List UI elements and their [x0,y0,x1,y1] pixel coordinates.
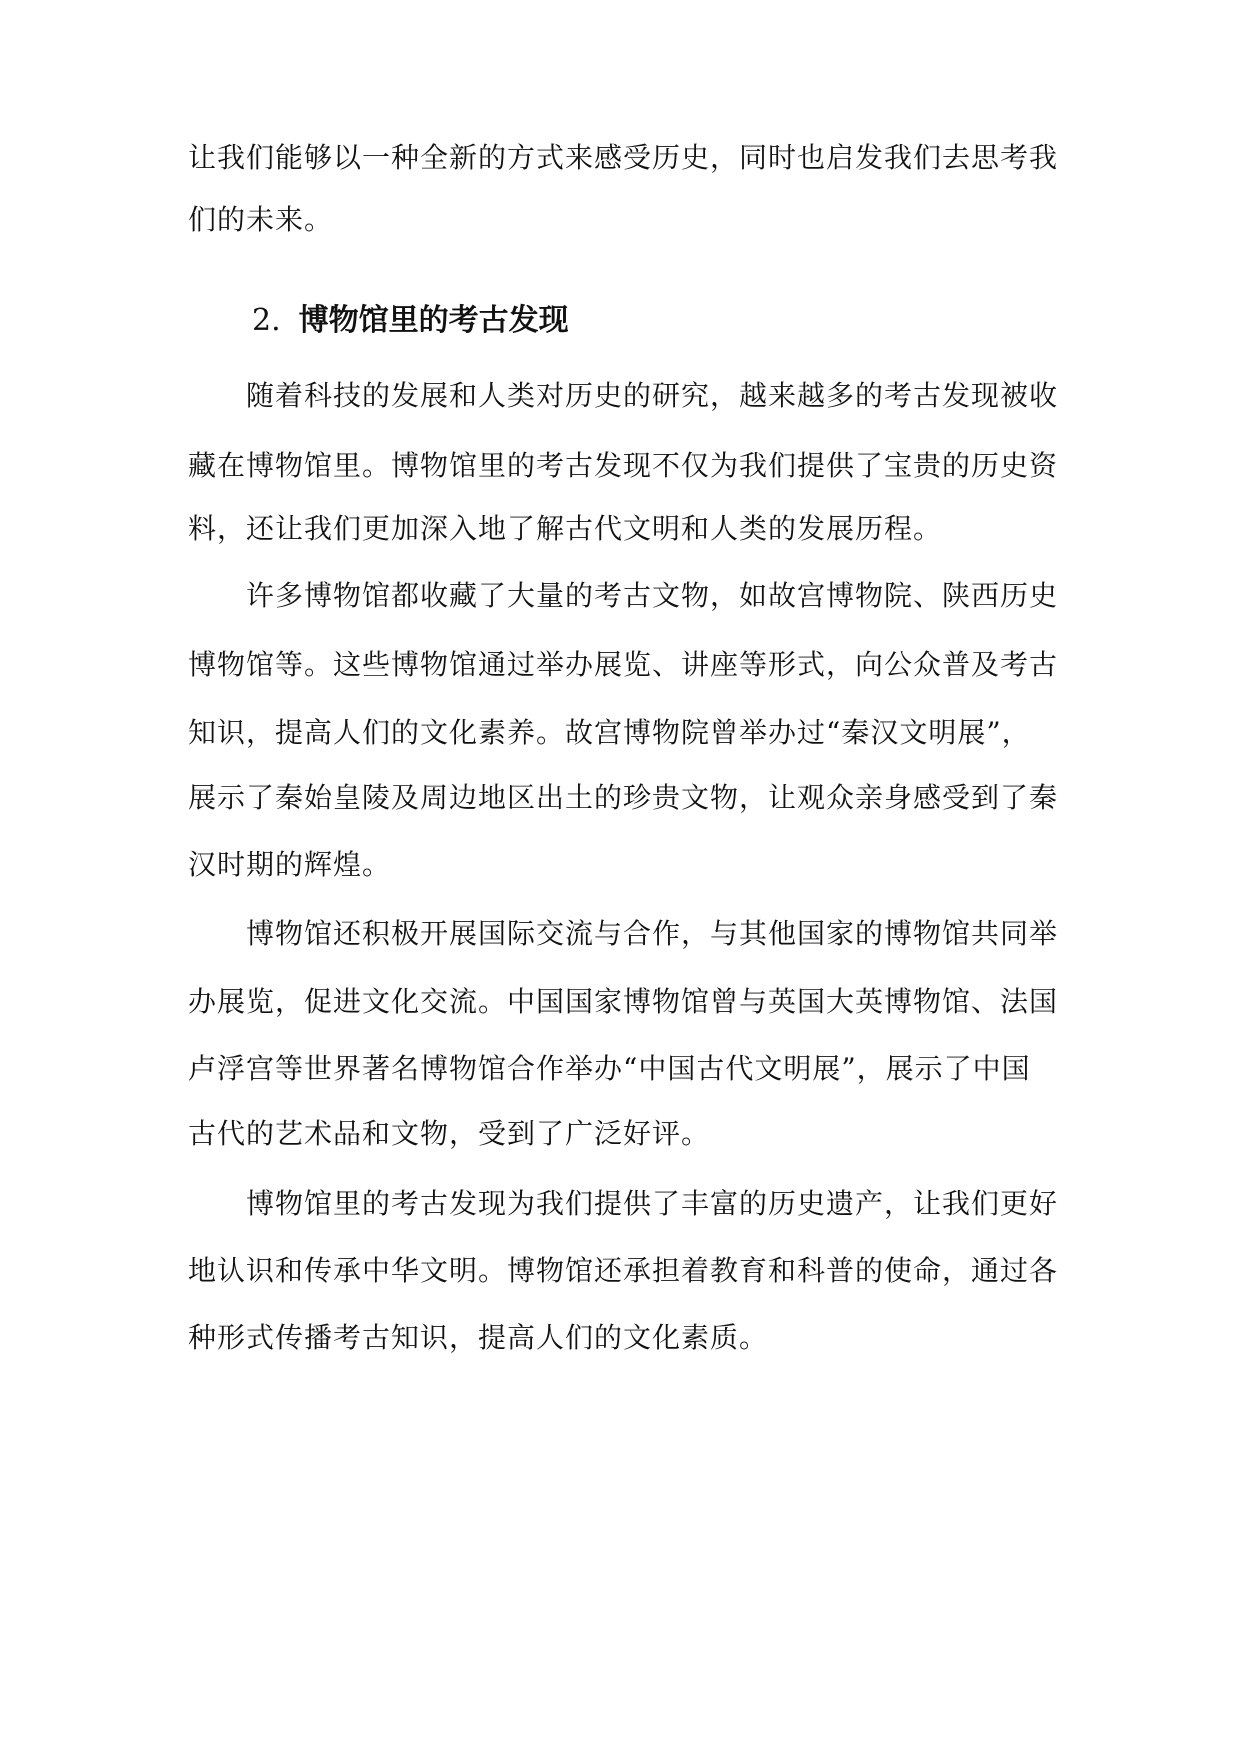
section-heading [252,300,569,342]
p1-line-1: 随着科技的发展和人类对历史的研究，越来越多的考古发现被收 [246,379,1059,412]
p2-line-1: 许多博物馆都收藏了大量的考古文物，如故宫博物院、陕西历史 [246,579,1059,612]
p3-line-4: 古代的艺术品和文物，受到了广泛好评。 [188,1117,711,1150]
p2-line-2: 博物馆等。这些博物馆通过举办展览、讲座等形式，向公众普及考古 [188,648,1059,681]
section-number: 2. [252,303,281,338]
intro-line-1: 让我们能够以一种全新的方式来感受历史，同时也启发我们去思考我 [188,141,1059,174]
p2-line-3: 知识，提高人们的文化素养。故宫博物院曾举办过“秦汉文明展”， [188,716,1031,749]
p3-line-1: 博物馆还积极开展国际交流与合作，与其他国家的博物馆共同举 [246,917,1059,950]
section-title: 博物馆里的考古发现 [298,303,569,338]
p3-line-2: 办展览，促进文化交流。中国国家博物馆曾与英国大英博物馆、法国 [188,985,1059,1018]
p4-line-1: 博物馆里的考古发现为我们提供了丰富的历史遗产，让我们更好 [246,1187,1059,1220]
p3-line-3: 卢浮宫等世界著名博物馆合作举办“中国古代文明展”，展示了中国 [188,1052,1031,1085]
p4-line-3: 种形式传播考古知识，提高人们的文化素质。 [188,1321,769,1354]
p1-line-3: 料，还让我们更加深入地了解古代文明和人类的发展历程。 [188,512,943,545]
p2-line-5: 汉时期的辉煌。 [188,848,392,881]
intro-line-2: 们的未来。 [188,203,334,236]
p2-line-4: 展示了秦始皇陵及周边地区出土的珍贵文物，让观众亲身感受到了秦 [188,781,1059,814]
p4-line-2: 地认识和传承中华文明。博物馆还承担着教育和科普的使命，通过各 [188,1254,1059,1287]
p1-line-2: 藏在博物馆里。博物馆里的考古发现不仅为我们提供了宝贵的历史资 [188,449,1059,482]
